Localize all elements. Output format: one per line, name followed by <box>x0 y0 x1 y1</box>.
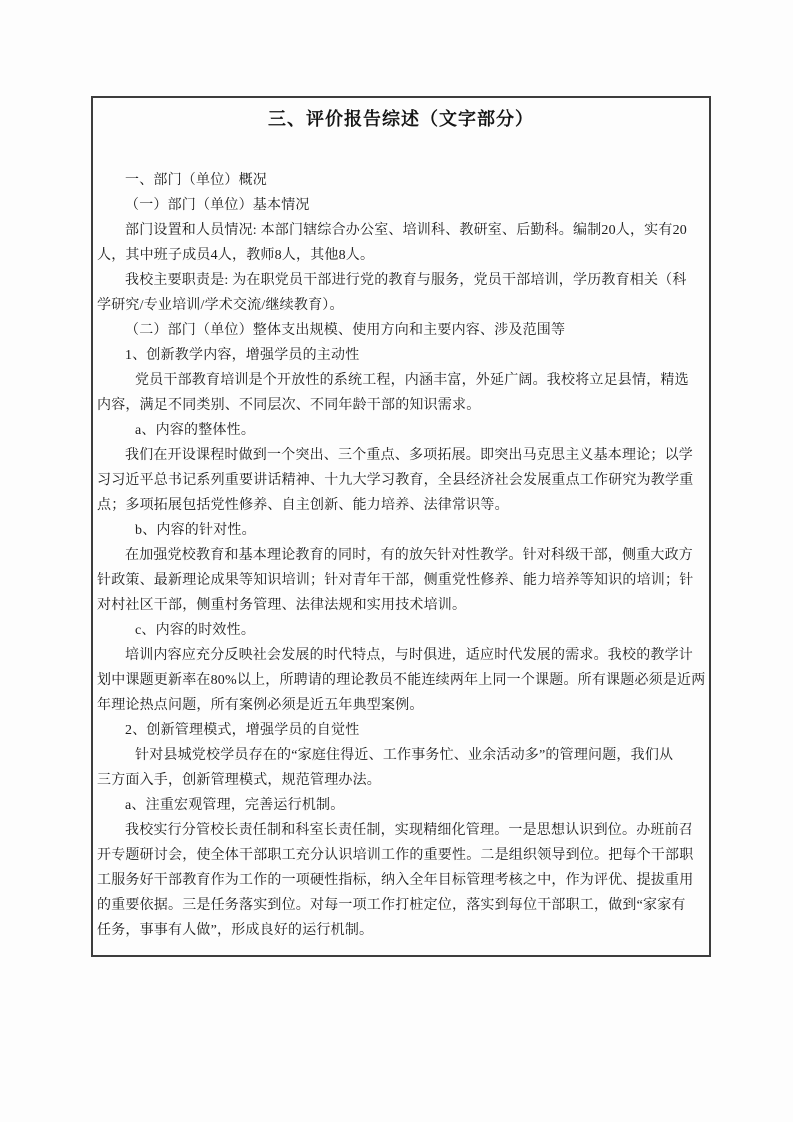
text-line-3: 部门设置和人员情况: 本部门辖综合办公室、培训科、教研室、后勤科。编制20人，实有20 <box>125 223 687 238</box>
text-line-10: 内容，满足不同类别、不同层次、不同年龄干部的知识需求。 <box>97 398 481 413</box>
text-line-24: 针对县城党校学员存在的“家庭住得近、工作事务忙、业余活动多”的管理问题，我们从 <box>135 748 674 763</box>
text-line-18: 对村社区干部，侧重村务管理、法律法规和实用技术培训。 <box>97 598 467 613</box>
text-line-7: （二）部门（单位）整体支出规模、使用方向和主要内容、涉及范围等 <box>125 323 566 338</box>
text-line-29: 工服务好干部教育作为工作的一项硬性指标，纳入全年目标管理考核之中，作为评优、提拔重用 <box>97 873 694 888</box>
text-line-6: 学研究/专业培训/学术交流/继续教育）。 <box>97 298 344 313</box>
text-line-11: a、内容的整体性。 <box>135 423 256 438</box>
text-line-2: （一）部门（单位）基本情况 <box>125 198 310 213</box>
text-line-4: 人，其中班子成员4人，教师8人，其他8人。 <box>97 248 375 263</box>
text-line-13: 习习近平总书记系列重要讲话精神、十九大学习教育，全县经济社会发展重点工作研究为教学重 <box>97 473 694 488</box>
text-line-23: 2、创新管理模式，增强学员的自觉性 <box>125 723 360 738</box>
document-body <box>93 168 709 943</box>
text-line-9: 党员干部教育培训是个开放性的系统工程，内涵丰富，外延广阔。我校将立足县情，精选 <box>135 373 689 388</box>
text-line-19: c、内容的时效性。 <box>135 623 256 638</box>
text-line-28: 开专题研讨会，使全体干部职工充分认识培训工作的重要性。二是组织领导到位。把每个干部职 <box>97 848 694 863</box>
text-line-17: 针政策、最新理论成果等知识培训；针对青年干部，侧重党性修养、能力培养等知识的培训；针 <box>97 573 694 588</box>
text-line-14: 点；多项拓展包括党性修养、自主创新、能力培养、法律常识等。 <box>97 498 509 513</box>
text-line-31: 任务，事事有人做”，形成良好的运行机制。 <box>97 923 374 938</box>
text-line-1: 一、部门（单位）概况 <box>125 173 267 188</box>
text-line-25: 三方面入手，创新管理模式，规范管理办法。 <box>97 773 381 788</box>
text-line-22: 年理论热点问题，所有案例必须是近五年典型案例。 <box>97 698 424 713</box>
report-border-box <box>91 96 711 957</box>
text-line-20: 培训内容应充分反映社会发展的时代特点，与时俱进，适应时代发展的需求。我校的教学计 <box>125 648 693 663</box>
text-line-30: 的重要依据。三是任务落实到位。对每一项工作打桩定位，落实到每位干部职工，做到“家家有 <box>97 898 686 913</box>
text-line-27: 我校实行分管校长责任制和科室长责任制，实现精细化管理。一是思想认识到位。办班前召 <box>125 823 693 838</box>
text-line-21: 划中课题更新率在80%以上，所聘请的理论教员不能连续两年上同一个课题。所有课题必须是近两 <box>97 673 706 688</box>
text-line-26: a、注重宏观管理，完善运行机制。 <box>125 798 345 813</box>
text-line-5: 我校主要职责是: 为在职党员干部进行党的教育与服务，党员干部培训，学历教育相关（科 <box>125 273 687 288</box>
text-line-8: 1、创新教学内容，增强学员的主动性 <box>125 348 360 363</box>
text-line-15: b、内容的针对性。 <box>135 523 256 538</box>
report-title: 三、评价报告综述（文字部分） <box>268 109 534 129</box>
text-line-16: 在加强党校教育和基本理论教育的同时，有的放矢针对性教学。针对科级干部，侧重大政方 <box>125 548 693 563</box>
text-line-12: 我们在开设课程时做到一个突出、三个重点、多项拓展。即突出马克思主义基本理论；以学 <box>125 448 693 463</box>
